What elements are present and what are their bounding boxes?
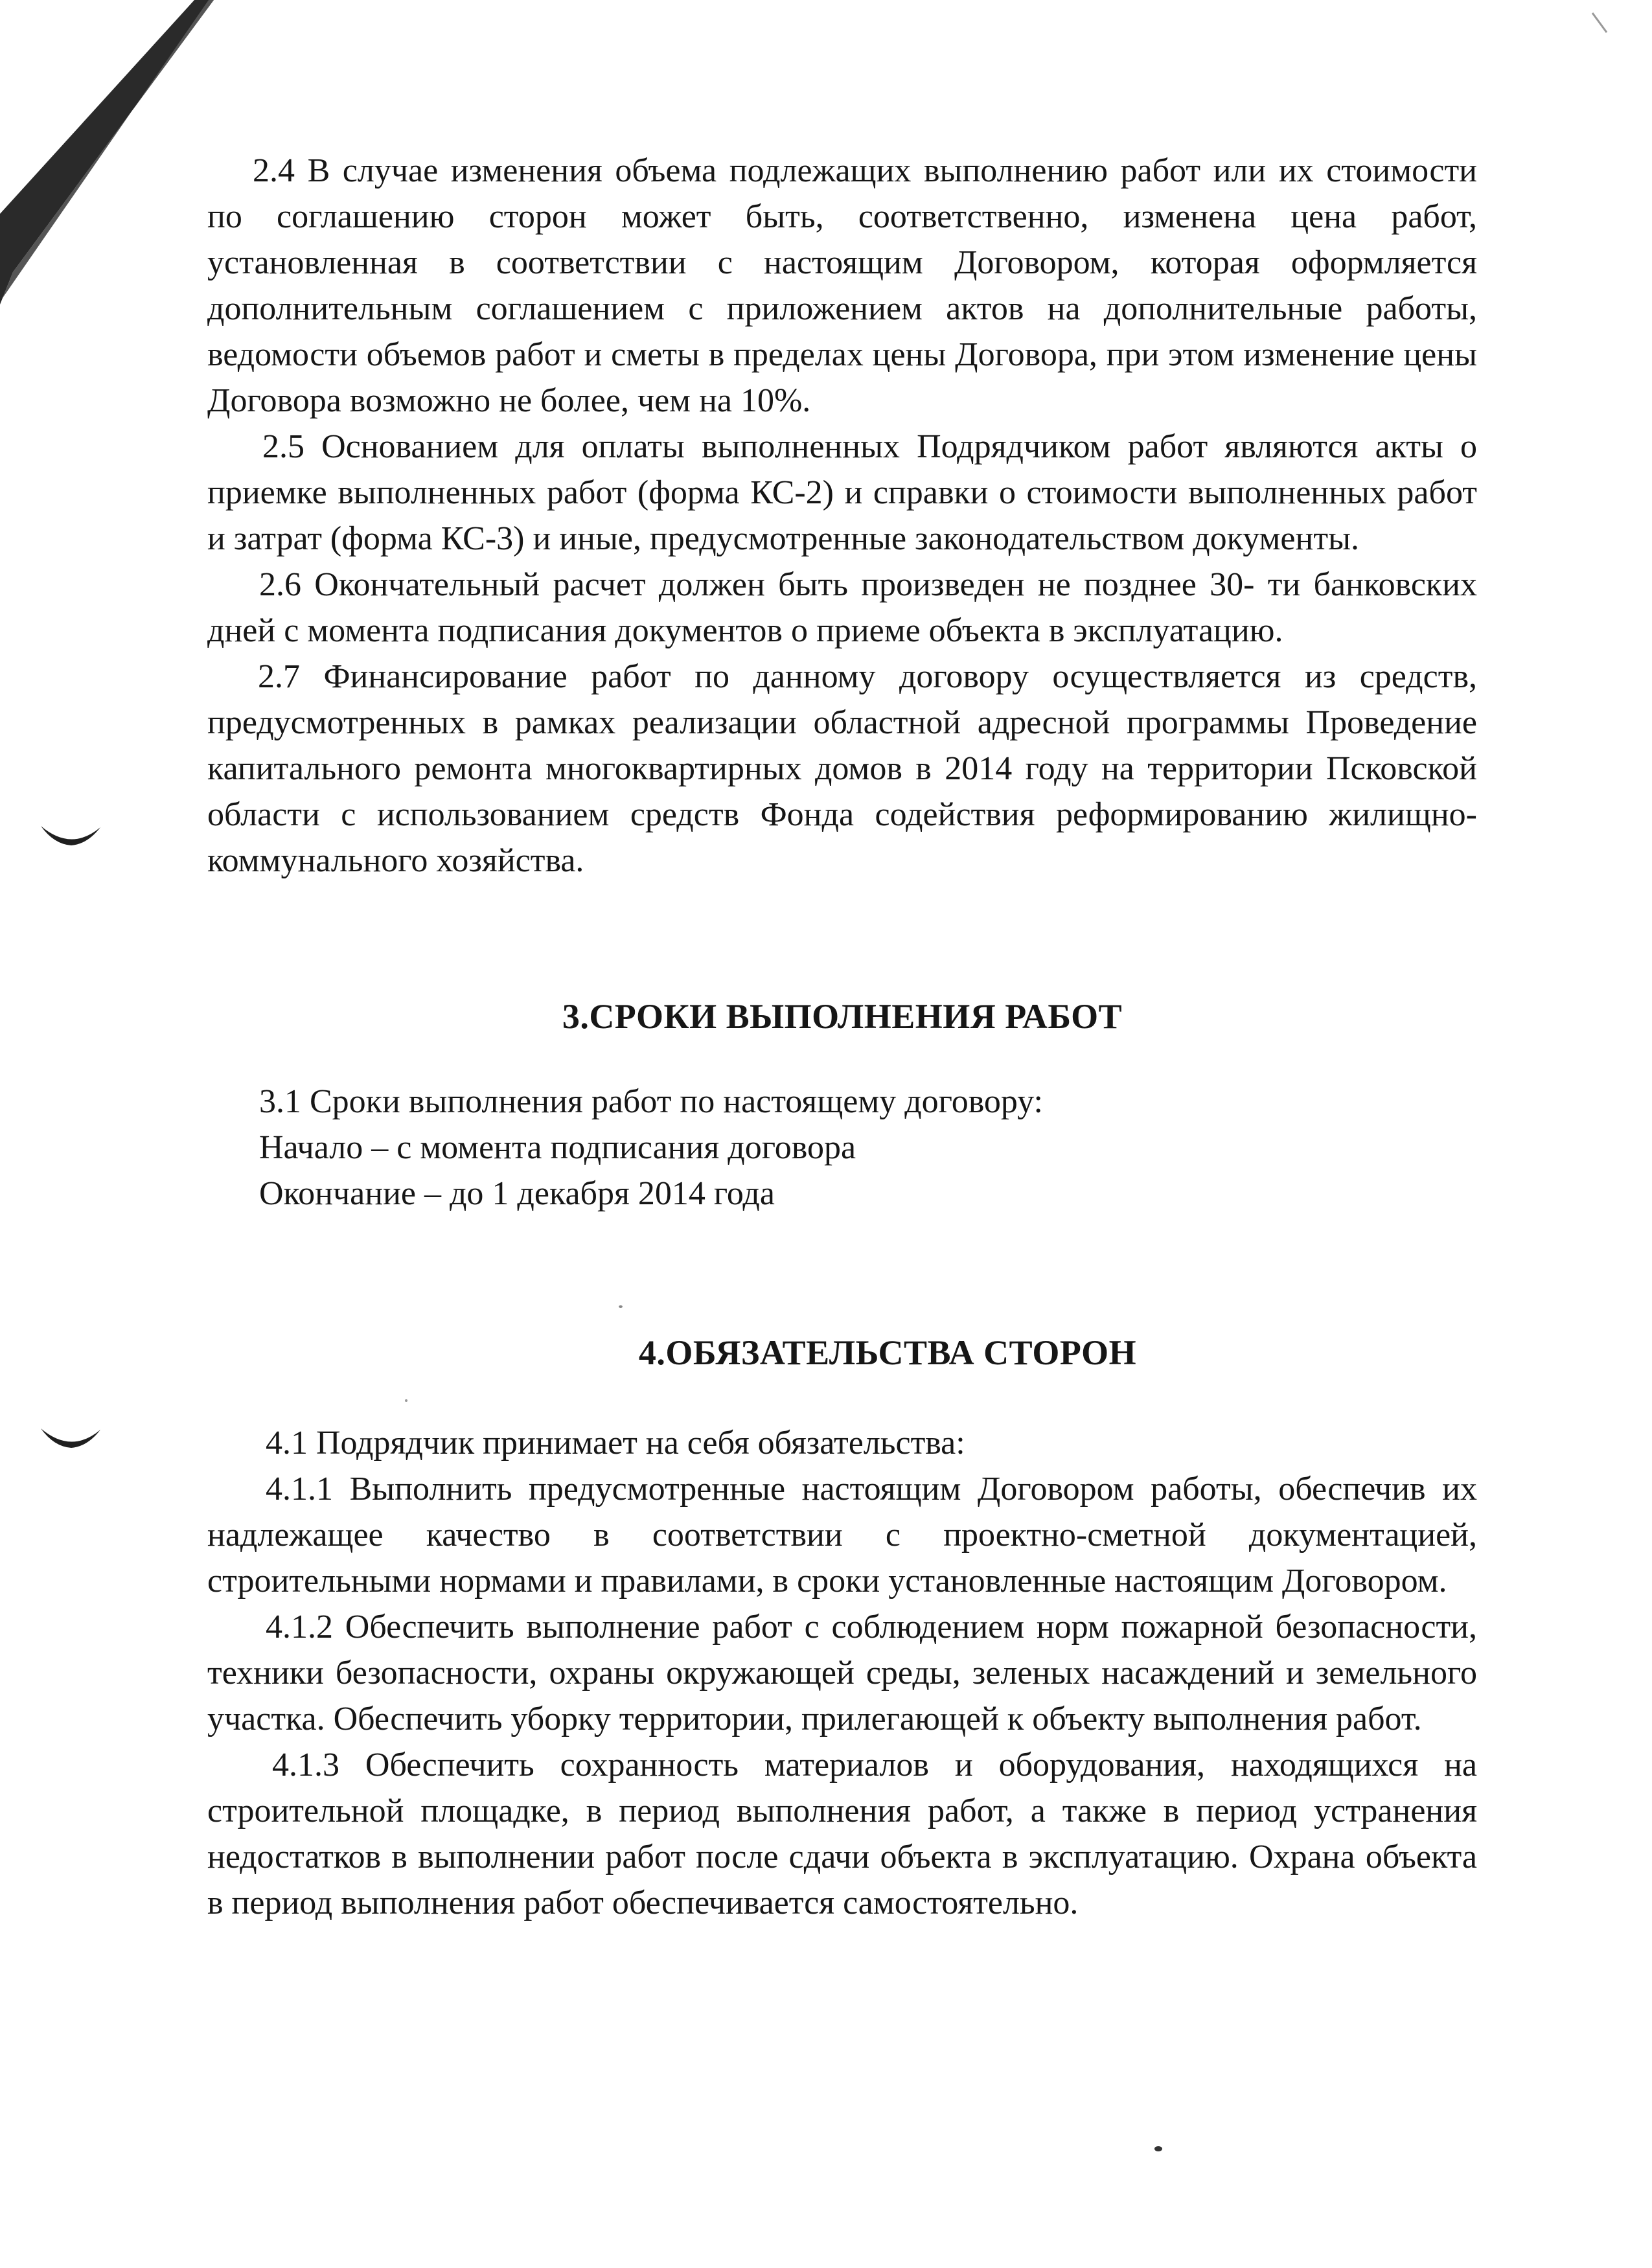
- punch-hole-mark: [36, 813, 107, 858]
- punch-hole-mark: [36, 1415, 107, 1461]
- clause-4-1-1: 4.1.1 Выполнить предусмотренные настоящим Договором работы, обеспечив их надлежащее качество в соответствии с проектно-сметной документацией, строительными нормами и правилами, в сроки установленные настоящим Договором.: [207, 1471, 1477, 1599]
- clause-3-1: 3.1 Сроки выполнения работ по настоящему договору:: [259, 1083, 1043, 1120]
- document-page: [207, 148, 1477, 1926]
- clause-2-6: 2.6 Окончательный расчет должен быть произведен не позднее 30- ти банковских дней с момента подписания документов о приеме объекта в эксплуатацию.: [207, 566, 1477, 649]
- corner-mark: [1587, 6, 1626, 45]
- clause-4-1-2: 4.1.2 Обеспечить выполнение работ с соблюдением норм пожарной безопасности, техники безопасности, охраны окружающей среды, зеленых насаждений и земельного участка. Обеспечить уборку территории, прилегающей к объекту выполнения работ.: [207, 1609, 1477, 1737]
- clause-4-1: 4.1 Подрядчик принимает на себя обязательства:: [266, 1425, 965, 1461]
- scan-edge-shadow: [0, 0, 214, 304]
- clause-2-7: 2.7 Финансирование работ по данному договору осуществляется из средств, предусмотренных в рамках реализации областной адресной программы Проведение капитального ремонта многоквартирных домов в 2014 году на территории Псковской области с использованием средств Фонда содействия реформированию жилищно-коммунального хозяйства.: [207, 658, 1477, 879]
- section-3-heading: 3.СРОКИ ВЫПОЛНЕНИЯ РАБОТ: [562, 997, 1123, 1036]
- scan-speck: [1154, 2146, 1162, 2151]
- clause-2-5: 2.5 Основанием для оплаты выполненных Подрядчиком работ являются акты о приемке выполненных работ (форма КС-2) и справки о стоимости выполненных работ и затрат (форма КС-3) и иные, предусмотренные законодательством документы.: [207, 428, 1477, 557]
- start-date-line: Начало – с момента подписания договора: [259, 1129, 856, 1166]
- clause-4-1-3: 4.1.3 Обеспечить сохранность материалов и оборудования, находящихся на строительной площадке, в период выполнения работ, а также в период устранения недостатков в выполнении работ после сдачи объекта в эксплуатацию. Охрана объекта в период выполнения работ обеспечивается самостоятельно.: [207, 1747, 1477, 1921]
- section-4-heading: 4.ОБЯЗАТЕЛЬСТВА СТОРОН: [638, 1333, 1137, 1372]
- end-date-line: Окончание – до 1 декабря 2014 года: [259, 1175, 775, 1212]
- clause-2-4: 2.4 В случае изменения объема подлежащих выполнению работ или их стоимости по соглашению сторон может быть, соответственно, изменена цена работ, установленная в соответствии с настоящим Договором, которая оформляется дополнительным соглашением с приложением актов на дополнительные работы, ведомости объемов работ и сметы в пределах цены Договора, при этом изменение цены Договора возможно не более, чем на 10%.: [207, 152, 1477, 419]
